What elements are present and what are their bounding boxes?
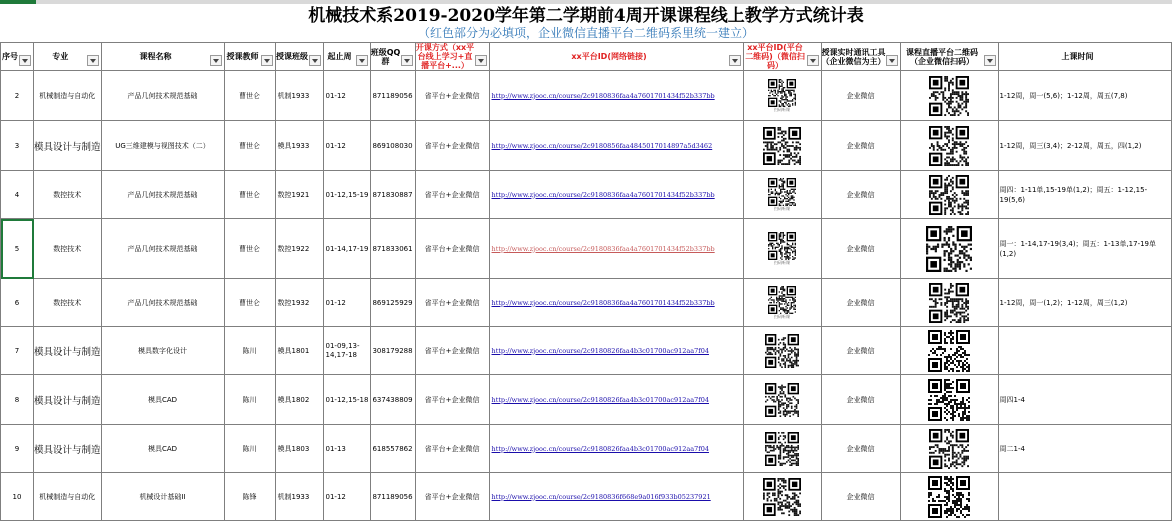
cell-link[interactable] — [489, 121, 743, 171]
cell-major[interactable]: 数控技术 — [34, 219, 102, 279]
sheet-subtitle: （红色部分为必填项，企业微信直播平台二维码系里统一建立） — [417, 26, 754, 40]
cell-class[interactable]: 模具1933 — [275, 121, 323, 171]
cell-tool[interactable]: 企业微信 — [821, 425, 900, 473]
live-qr-code-icon — [929, 175, 969, 215]
cell-time[interactable]: 周四：1-11单,15-19单(1,2)；周五：1-12,15-19(5,6) — [998, 171, 1171, 219]
cell-time[interactable]: 1-12周，周一(1,2)；1-12周，周三(1,2) — [998, 279, 1171, 327]
platform-qr-code-icon — [765, 383, 799, 417]
live-qr-code-icon — [929, 126, 969, 166]
cell-platform-qr[interactable] — [743, 171, 821, 219]
filter-dropdown-icon[interactable] — [401, 55, 413, 66]
cell-time[interactable] — [998, 473, 1171, 521]
cell-weeks[interactable]: 01-14,17-19 — [323, 219, 370, 279]
live-qr-code-icon — [928, 330, 970, 372]
cell-course[interactable]: 模具数字化设计 — [101, 327, 224, 375]
platform-qr-code-icon — [765, 432, 799, 466]
header-row — [1, 43, 1172, 71]
cell-time[interactable]: 周二1-4 — [998, 425, 1171, 473]
course-link[interactable]: http://www.zjooc.cn/course/2c9180836faa4a7601701434f52b337bb — [491, 91, 715, 100]
cell-qq[interactable]: 869125929 — [370, 279, 415, 327]
filter-dropdown-icon[interactable] — [309, 55, 321, 66]
cell-mode[interactable]: 省平台+企业微信 — [415, 375, 489, 425]
cell-tool[interactable]: 企业微信 — [821, 327, 900, 375]
cell-teacher[interactable]: 曹世仑 — [224, 219, 275, 279]
cell-link[interactable] — [489, 375, 743, 425]
cell-course[interactable]: 产品几何技术规范基础 — [101, 171, 224, 219]
course-link[interactable]: http://www.zjooc.cn/course/2c9180836faa4a7601701434f52b337bb — [491, 298, 715, 307]
cell-weeks[interactable]: 01-09,13-14,17-18 — [323, 327, 370, 375]
cell-weeks[interactable]: 01-12 — [323, 121, 370, 171]
cell-major[interactable]: 模具设计与制造 — [34, 375, 102, 425]
course-link[interactable]: http://www.zjooc.cn/course/2c9180826faa4b3c01700ac912aa7f04 — [491, 444, 709, 453]
cell-class[interactable]: 数控1922 — [275, 219, 323, 279]
cell-class[interactable]: 模具1802 — [275, 375, 323, 425]
cell-link[interactable] — [489, 71, 743, 121]
platform-qr-code-icon — [765, 334, 799, 368]
cell-class[interactable]: 模具1803 — [275, 425, 323, 473]
cell-live-qr[interactable] — [900, 71, 998, 121]
qr-caption: 扫码听课 — [774, 313, 791, 319]
cell-qq[interactable]: 308179288 — [370, 327, 415, 375]
cell-live-qr[interactable] — [900, 219, 998, 279]
cell-major[interactable]: 数控技术 — [34, 171, 102, 219]
cell-mode[interactable]: 省平台+企业微信 — [415, 425, 489, 473]
course-link[interactable]: http://www.zjooc.cn/course/2c9180826faa4b3c01700ac912aa7f04 — [491, 346, 709, 355]
filter-dropdown-icon[interactable] — [87, 55, 99, 66]
live-qr-code-icon — [929, 283, 969, 323]
cell-no[interactable]: 7 — [1, 327, 34, 375]
cell-weeks[interactable]: 01-13 — [323, 425, 370, 473]
cell-course[interactable]: 机械设计基础II — [101, 473, 224, 521]
course-link[interactable]: http://www.zjooc.cn/course/2c9180836faa4a7601701434f52b337bb — [491, 190, 715, 199]
table-row — [1, 473, 1172, 521]
cell-time[interactable]: 1-12周，周三(3,4)；2-12周，周五，四(1,2) — [998, 121, 1171, 171]
cell-live-qr[interactable] — [900, 473, 998, 521]
header-cell-course[interactable]: 课程名称 — [101, 43, 224, 71]
cell-platform-qr[interactable] — [743, 375, 821, 425]
cell-major[interactable]: 机械制造与自动化 — [34, 473, 102, 521]
cell-link[interactable] — [489, 171, 743, 219]
filter-dropdown-icon[interactable] — [261, 55, 273, 66]
qr-caption: 扫码听课 — [774, 259, 791, 265]
cell-mode[interactable]: 省平台+企业微信 — [415, 219, 489, 279]
cell-live-qr[interactable] — [900, 121, 998, 171]
header-cell-weeks[interactable]: 起止周 — [323, 43, 370, 71]
cell-class[interactable]: 数控1921 — [275, 171, 323, 219]
platform-qr-code-icon — [763, 127, 801, 165]
cell-live-qr[interactable] — [900, 327, 998, 375]
cell-link[interactable] — [489, 473, 743, 521]
selected-column-marker — [0, 0, 36, 4]
table-row — [1, 327, 1172, 375]
cell-qq[interactable]: 871189056 — [370, 473, 415, 521]
cell-qq[interactable]: 871830887 — [370, 171, 415, 219]
course-link[interactable]: http://www.zjooc.cn/course/2c9180836f668e9a016f933b05237921 — [491, 492, 711, 501]
cell-live-qr[interactable] — [900, 375, 998, 425]
header-cell-tool[interactable]: 授课实时通讯工具（企业微信为主） — [821, 43, 900, 71]
cell-major[interactable]: 机械制造与自动化 — [34, 71, 102, 121]
filter-dropdown-icon[interactable] — [729, 55, 741, 66]
qr-caption: 扫码听课 — [774, 106, 791, 112]
cell-no-selected[interactable]: 5 — [1, 219, 34, 279]
live-qr-code-icon — [929, 429, 969, 469]
cell-qq[interactable]: 871833061 — [370, 219, 415, 279]
cell-tool[interactable]: 企业微信 — [821, 279, 900, 327]
course-table — [0, 42, 1172, 521]
cell-course[interactable]: 产品几何技术规范基础 — [101, 219, 224, 279]
cell-no[interactable]: 10 — [1, 473, 34, 521]
cell-major[interactable]: 模具设计与制造 — [34, 121, 102, 171]
header-cell-platform-qr[interactable]: xx平台ID(平台二维码)（微信扫码） — [743, 43, 821, 71]
platform-qr-code-icon — [768, 178, 796, 206]
cell-mode[interactable]: 省平台+企业微信 — [415, 279, 489, 327]
live-qr-code-icon — [928, 379, 970, 421]
live-qr-code-icon — [929, 76, 969, 116]
table-row — [1, 219, 1172, 279]
header-cell-teacher[interactable]: 授课教师 — [224, 43, 275, 71]
cell-no[interactable]: 9 — [1, 425, 34, 473]
live-qr-code-icon — [928, 476, 970, 518]
cell-tool[interactable]: 企业微信 — [821, 473, 900, 521]
cell-class[interactable]: 模具1801 — [275, 327, 323, 375]
cell-weeks[interactable]: 01-12 — [323, 71, 370, 121]
platform-qr-code-icon — [768, 286, 796, 314]
cell-qq[interactable]: 869108030 — [370, 121, 415, 171]
cell-platform-qr[interactable] — [743, 71, 821, 121]
cell-course[interactable]: 模具CAD — [101, 425, 224, 473]
cell-tool[interactable]: 企业微信 — [821, 71, 900, 121]
cell-live-qr[interactable] — [900, 279, 998, 327]
table-row — [1, 279, 1172, 327]
cell-platform-qr[interactable] — [743, 219, 821, 279]
cell-class[interactable]: 机制1933 — [275, 473, 323, 521]
cell-teacher[interactable]: 陈川 — [224, 425, 275, 473]
platform-qr-code-icon — [768, 79, 796, 107]
cell-class[interactable]: 机制1933 — [275, 71, 323, 121]
cell-teacher[interactable]: 陈川 — [224, 375, 275, 425]
cell-course[interactable]: UG三维建模与视图技术（二） — [101, 121, 224, 171]
cell-tool[interactable]: 企业微信 — [821, 171, 900, 219]
cell-mode[interactable]: 省平台+企业微信 — [415, 71, 489, 121]
filter-dropdown-icon[interactable] — [475, 55, 487, 66]
cell-time[interactable]: 周一：1-14,17-19(3,4)；周五：1-13单,17-19单(1,2) — [998, 219, 1171, 279]
header-cell-class[interactable]: 授课班级 — [275, 43, 323, 71]
platform-qr-code-icon — [768, 232, 796, 260]
cell-tool[interactable]: 企业微信 — [821, 121, 900, 171]
platform-qr-code-icon — [763, 478, 801, 516]
filter-dropdown-icon[interactable] — [807, 55, 819, 66]
cell-time[interactable] — [998, 327, 1171, 375]
cell-teacher[interactable]: 曹世仑 — [224, 121, 275, 171]
cell-link[interactable] — [489, 327, 743, 375]
filter-dropdown-icon[interactable] — [984, 55, 996, 66]
cell-tool[interactable]: 企业微信 — [821, 219, 900, 279]
cell-qq[interactable]: 637438809 — [370, 375, 415, 425]
cell-platform-qr[interactable] — [743, 425, 821, 473]
cell-time[interactable]: 1-12周，周一(5,6)；1-12周，周五(7,8) — [998, 71, 1171, 121]
cell-course[interactable]: 产品几何技术规范基础 — [101, 279, 224, 327]
cell-weeks[interactable]: 01-12 — [323, 473, 370, 521]
cell-major[interactable]: 模具设计与制造 — [34, 327, 102, 375]
cell-platform-qr[interactable] — [743, 121, 821, 171]
cell-teacher[interactable]: 曹世仑 — [224, 171, 275, 219]
cell-major[interactable]: 模具设计与制造 — [34, 425, 102, 473]
cell-mode[interactable]: 省平台+企业微信 — [415, 327, 489, 375]
qr-caption: 扫码听课 — [774, 205, 791, 211]
cell-no[interactable]: 6 — [1, 279, 34, 327]
cell-tool[interactable]: 企业微信 — [821, 375, 900, 425]
live-qr-code-icon — [926, 226, 972, 272]
table-row — [1, 425, 1172, 473]
cell-weeks[interactable]: 01-12 — [323, 279, 370, 327]
cell-teacher[interactable]: 陈川 — [224, 327, 275, 375]
cell-platform-qr[interactable] — [743, 327, 821, 375]
filter-dropdown-icon[interactable] — [356, 55, 368, 66]
course-link[interactable]: http://www.zjooc.cn/course/2c9180836faa4a7601701434f52b337bb — [491, 244, 715, 253]
cell-link[interactable] — [489, 279, 743, 327]
cell-qq[interactable]: 618557862 — [370, 425, 415, 473]
cell-mode[interactable]: 省平台+企业微信 — [415, 121, 489, 171]
cell-no[interactable]: 2 — [1, 71, 34, 121]
table-row — [1, 121, 1172, 171]
cell-live-qr[interactable] — [900, 171, 998, 219]
sheet-title: 机械技术系2019-2020学年第二学期前4周开课课程线上教学方式统计表 — [308, 6, 864, 26]
filter-dropdown-icon[interactable] — [210, 55, 222, 66]
cell-mode[interactable]: 省平台+企业微信 — [415, 171, 489, 219]
cell-no[interactable]: 4 — [1, 171, 34, 219]
cell-no[interactable]: 3 — [1, 121, 34, 171]
cell-qq[interactable]: 871189056 — [370, 71, 415, 121]
cell-teacher[interactable]: 曹世仑 — [224, 71, 275, 121]
cell-major[interactable]: 数控技术 — [34, 279, 102, 327]
cell-time[interactable]: 周四1-4 — [998, 375, 1171, 425]
cell-course[interactable]: 模具CAD — [101, 375, 224, 425]
header-cell-no[interactable]: 序号 — [1, 43, 34, 71]
cell-link[interactable] — [489, 425, 743, 473]
top-border — [0, 0, 1172, 4]
cell-platform-qr[interactable] — [743, 279, 821, 327]
header-cell-link[interactable]: xx平台ID(网络链接) — [489, 43, 743, 71]
header-cell-qq[interactable]: 班级QQ群 — [370, 43, 415, 71]
header-cell-time[interactable]: 上课时间 — [998, 43, 1171, 71]
cell-live-qr[interactable] — [900, 425, 998, 473]
cell-link[interactable] — [489, 219, 743, 279]
table-row — [1, 171, 1172, 219]
header-cell-major[interactable]: 专业 — [34, 43, 102, 71]
cell-no[interactable]: 8 — [1, 375, 34, 425]
filter-dropdown-icon[interactable] — [886, 55, 898, 66]
table-row — [1, 71, 1172, 121]
cell-weeks[interactable]: 01-12,15-18 — [323, 375, 370, 425]
filter-dropdown-icon[interactable] — [19, 55, 31, 66]
cell-weeks[interactable]: 01-12,15-19 — [323, 171, 370, 219]
course-link[interactable]: http://www.zjooc.cn/course/2c9180826faa4b3c01700ac912aa7f04 — [491, 395, 709, 404]
cell-teacher[interactable]: 曹世仑 — [224, 279, 275, 327]
cell-class[interactable]: 数控1932 — [275, 279, 323, 327]
table-row — [1, 375, 1172, 425]
header-cell-mode[interactable]: 开课方式（xx平台线上学习+直播平台+...） — [415, 43, 489, 71]
cell-mode[interactable]: 省平台+企业微信 — [415, 473, 489, 521]
cell-teacher[interactable]: 陈锋 — [224, 473, 275, 521]
cell-course[interactable]: 产品几何技术规范基础 — [101, 71, 224, 121]
header-cell-live-qr[interactable]: 课程直播平台二维码（企业微信扫码） — [900, 43, 998, 71]
course-link[interactable]: http://www.zjooc.cn/course/2c9180856faa4845017014897a5d3462 — [491, 141, 713, 150]
cell-platform-qr[interactable] — [743, 473, 821, 521]
